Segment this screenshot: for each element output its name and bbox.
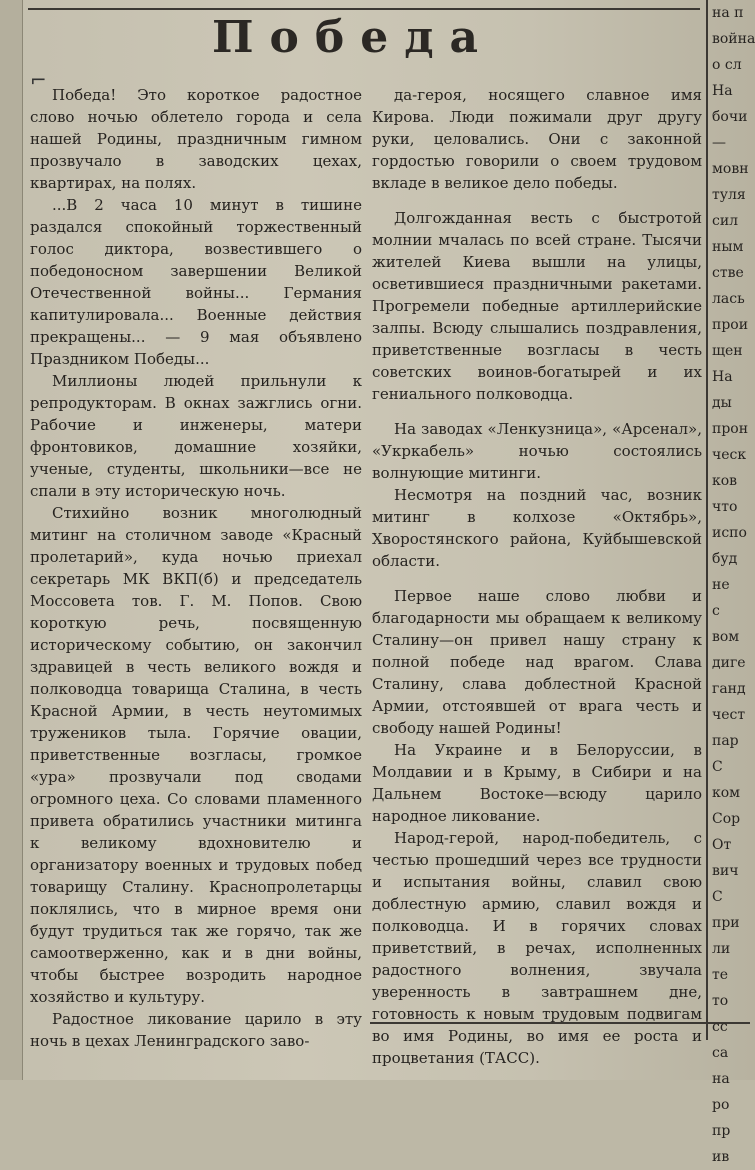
fragment-line: ков [712,473,738,489]
fragment-line: С [712,759,723,775]
paragraph-gap [372,578,702,579]
fragment-line: бочи [712,109,748,125]
fragment-line: ком [712,785,741,801]
fragment-line: ли [712,941,731,957]
article-column-1 [30,84,362,1052]
fragment-line: ро [712,1097,730,1113]
fragment-line: прон [712,421,749,437]
paragraph: да-героя, носящего славное имя Кирова. Люди пожимали друг другу руки, целовались. Они с законной гордостью говорили о своем трудовом вкладе в великое дело победы. [372,86,702,192]
fragment-line: стве [712,265,744,281]
paragraph: Стихийно возник многолюдный митинг на столичном заводе «Красный пролетарий», куда ночью приехал секретарь МК ВКП(б) и председатель Моссовета тов. Г. М. Попов. Свою короткую речь, посвященную историческому событию, он закончил здравицей в честь великого вождя и полководца товарища Сталина, в честь Красной Армии, в честь неутомимых тружеников тыла. Горячие овации, приветственные возгласы, громкое «ура» прозвучали под сводами огромного цеха. Со словами пламенного привета обратились участники митинга к великому вдохновителю и организатору военных и трудовых побед товарищу Сталину. Краснопролетарцы поклялись, что в мирное время они будут трудиться так же горячо, так же самоотверженно, как и в дни войны, чтобы быстрее возродить народное хозяйство и культуру. [30,504,362,1006]
corner-mark: ⌐ [30,68,47,92]
paragraph: На Украине и в Белоруссии, в Молдавии и в Крыму, в Сибири и на Дальнем Востоке—всюду царило народное ликование. [372,741,702,825]
fragment-line: С [712,889,723,905]
fragment-line: сс [712,1019,728,1035]
paragraph: На заводах «Ленкузница», «Арсенал», «Укркабель» ночью состоялись волнующие митинги. [372,420,702,482]
fragment-line: буд [712,551,738,567]
fragment-line: на [712,1071,730,1087]
fragment-line: — [712,135,726,151]
paragraph: Миллионы людей прильнули к репродукторам. В окнах зажглись огни. Рабочие и инженеры, матери фронтовиков, домашние хозяйки, ученые, студенты, школьники—все не спали в эту историческую ночь. [30,372,362,500]
page-fold-edge [0,0,23,1080]
fragment-line: что [712,499,738,515]
fragment-line: прои [712,317,749,333]
fragment-line: Сор [712,811,741,827]
paragraph: Народ-герой, народ-победитель, с честью прошедший через все трудности и испытания войны, славил свою доблестную армию, славил вождя и полководца. И в горячих словах приветствий, в речах, исполненных радостного волнения, звучала уверенность в завтрашнем дне, готовность к новым трудовым подвигам во имя Родины, во имя ее роста и процветания (ТАСС). [372,829,702,1067]
article-column-2 [372,84,702,1069]
fragment-line: ды [712,395,732,411]
fragment-line: лась [712,291,745,307]
fragment-line: вич [712,863,739,879]
fragment-line: при [712,915,740,931]
fragment-line: ческ [712,447,747,463]
fragment-line: диге [712,655,746,671]
paragraph: Победа! Это короткое радостное слово ночью облетело города и села нашей Родины, праздничным гимном прозвучало в заводских цехах, квартирах, на полях. [30,86,362,192]
fragment-line: пр [712,1123,731,1139]
paragraph: Радостное ликование царило в эту ночь в цехах Ленинградского заво- [30,1010,362,1050]
paragraph: ...В 2 часа 10 минут в тишине раздался спокойный торжественный голос диктора, возвестившего о победоносном завершении Великой Отечественной войны... Германия капитулировала... Военные действия прекращены... — 9 мая объявлено Праздником Победы... [30,196,362,368]
fragment-line: ив [712,1149,730,1165]
fragment-line: ным [712,239,744,255]
fragment-line: са [712,1045,729,1061]
fragment-line: о сл [712,57,742,73]
fragment-line: От [712,837,732,853]
fragment-line: не [712,577,730,593]
fragment-line: щен [712,343,743,359]
fragment-line: На [712,83,733,99]
paragraph: Долгожданная весть с быстротой молнии мчалась по всей стране. Тысячи жителей Киева вышли на улицы, осветившиеся праздничными ракетами. Прогремели победные артиллерийские залпы. Всюду слышались поздравления, приветственные возгласы в честь советских воинов-богатырей и их гениального полководца. [372,209,702,403]
paragraph: Первое наше слово любви и благодарности мы обращаем к великому Сталину—он привел нашу страну к полной победе над врагом. Слава Сталину, слава доблестной Красной Армии, отстоявшей от врага честь и свободу нашей Родины! [372,587,702,737]
article-title: Победа [211,12,495,63]
fragment-line: то [712,993,729,1009]
adjacent-article-fragment [712,0,755,1170]
fragment-line: с [712,603,720,619]
column-divider [706,0,708,1040]
fragment-line: вом [712,629,740,645]
fragment-line: испо [712,525,747,541]
fragment-line: пар [712,733,739,749]
fragment-line: На [712,369,733,385]
paragraph-gap [372,411,702,412]
fragment-line: война [712,31,755,47]
fragment-line: чест [712,707,746,723]
fragment-line: на п [712,5,744,21]
fragment-line: сил [712,213,739,229]
fragment-line: ганд [712,681,746,697]
fragment-line: мовн [712,161,749,177]
paragraph: Несмотря на поздний час, возник митинг в колхозе «Октябрь», Хворостянского района, Куйбышевской области. [372,486,702,570]
paragraph-gap [372,200,702,201]
top-rule [28,8,700,10]
fragment-line: туля [712,187,746,203]
fragment-line: те [712,967,729,983]
